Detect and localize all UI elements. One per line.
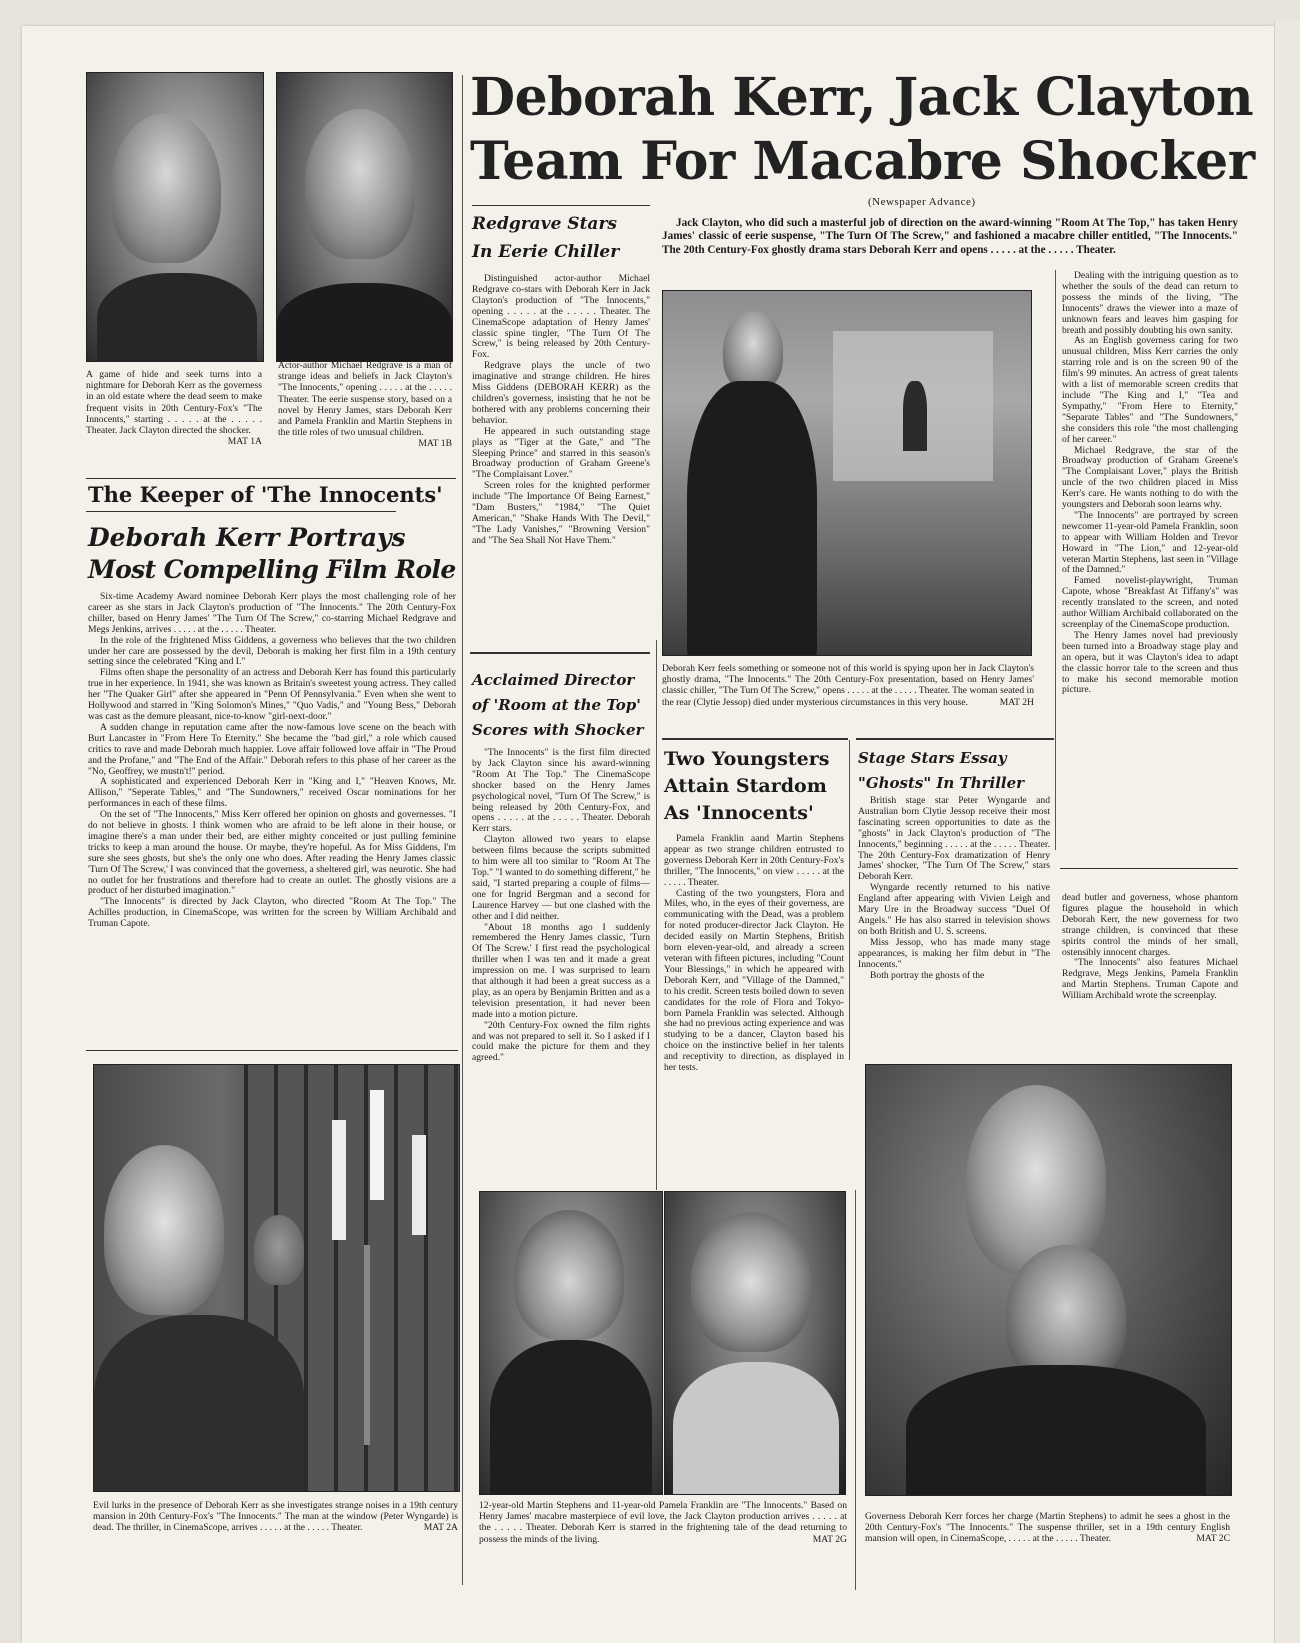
photo-michael-redgrave-portrait: [276, 72, 453, 362]
paragraph: Screen roles for the knighted performer include "The Importance Of Being Earnest," "Dam Busters," "1984," "The Quiet American," "Shake Hands With The Devil," "The Lady Vanishes," "Browning Version" and "The Sea Shall Not Have Them.": [472, 480, 650, 546]
photo-martin-stephens: [479, 1191, 663, 1495]
paragraph: "20th Century-Fox owned the film rights and was not prepared to sell it. So I asked if I could make the picture for them and they agreed.": [472, 1019, 650, 1064]
headline-line: Acclaimed Director: [472, 671, 635, 689]
paragraph: Redgrave plays the uncle of two imaginative and strange children. He hires Miss Giddens (DEBORAH KERR) as the children's governess, insisting that he not be bothered with any problems concerning their behavior.: [472, 360, 650, 426]
mat-label: MAT 2C: [1196, 1533, 1230, 1545]
paragraph: Six-time Academy Award nominee Deborah Kerr plays the most challenging role of her career as she stars in Jack Clayton's production of "The Innocents." The 20th Century-Fox chiller, based on Henry James' "The Turn Of The Screw," co-starring Michael Redgrave and Megs Jenkins, arrives . . . . . at the . . . . . Theater.: [88, 591, 456, 635]
paragraph: Famed novelist-playwright, Truman Capote, whose "Breakfast At Tiffany's" was recently translated to the screen, and noted author William Archibald collaborated on the screenplay of the CinemaScope production.: [1062, 575, 1238, 630]
section-rule: [856, 738, 1054, 740]
kerr-article-body: [88, 592, 456, 930]
lead-article-continued: [1062, 271, 1238, 696]
paragraph: Miss Jessop, who has made many stage appearances, is making her film debut in "The Innocents.": [858, 936, 1050, 970]
headline-line: Two Youngsters: [664, 748, 830, 770]
paragraph: The Henry James novel had previously been turned into a Broadway stage play and an opera, but it was Clayton's idea to adapt the classic horror tale to the screen and thus to make his second memorable motion picture.: [1062, 629, 1238, 696]
paragraph: "The Innocents" also features Michael Redgrave, Megs Jenkins, Pamela Franklin and Martin Stephens. Truman Capote and William Archibald wrote the screenplay.: [1062, 957, 1238, 1002]
caption-mat-2h: Deborah Kerr feels something or someone not of this world is spying upon her in Jack Clayton's ghostly drama, "The Innocents." The 20th Century-Fox presentation, based on Henry James' classic chiller, "The Turn Of The Screw," opens . . . . . at the . . . . . Theater. The woman seated in the rear (Clytie Jessop) died under mysterious circumstances in this very house. MAT 2H: [662, 663, 1034, 708]
headline-line: Deborah Kerr Portrays: [88, 523, 406, 552]
paragraph: Distinguished actor-author Michael Redgrave co-stars with Deborah Kerr in Jack Clayton's production of "The Innocents," opening . . . . . at the . . . . . Theater. The CinemaScope adaptation of Henry James' classic spine tingler, "The Turn Of The Screw," is being released by 20th Century-Fox.: [472, 273, 650, 361]
section-rule: [470, 652, 650, 654]
stage-article-continued: [1062, 893, 1238, 1002]
photo-kerr-with-candelabra: [93, 1064, 460, 1492]
paragraph: British stage star Peter Wyngarde and Australian born Clytie Jessop receive their most fascinating screen opportunities to date as the "ghosts" in Jack Clayton's production of "The Innocents," beginning . . . . . at the . . . . . Theater. The 20th Century-Fox dramatization of Henry James' shocker, "The Turn Of The Screw," stars Deborah Kerr.: [858, 795, 1050, 883]
next-page-edge: [1274, 20, 1300, 1643]
section-rule: [472, 205, 650, 206]
kerr-article-headline: [88, 522, 468, 586]
lead-paragraph: Jack Clayton, who did such a masterful job of direction on the award-winning "Room At The Top," has taken Henry James' classic of eerie suspense, "The Turn Of The Screw," and fashioned a macabre chiller entitled, "The Innocents." The 20th Century-Fox ghostly drama stars Deborah Kerr and opens . . . . . at the . . . . . Theater.: [662, 217, 1238, 256]
stage-article-headline: [858, 746, 1054, 796]
paragraph: Wyngarde recently returned to his native England after appearing with Vivien Leigh and Mary Ure in the Broadway success "Duel Of Angels." He has also starred in television shows on both British and U. S. screens.: [858, 882, 1050, 937]
headline-line: "Ghosts" In Thriller: [858, 774, 1025, 792]
paragraph: A sophisticated and experienced Deborah Kerr in "King and I," "Heaven Knows, Mr. Allison," "Seperate Tables," and "The Sundowners," received Oscar nominations for her performances in each of these films.: [88, 776, 456, 810]
redgrave-article-headline: [472, 210, 652, 266]
paragraph: Casting of the two youngsters, Flora and Miles, who, in the eyes of their governess, are communicating with the Dead, was a problem for noted producer-director Jack Clayton. He decided easily on Martin Stephens, British born eleven-year-old, and already a screen veteran with fifteen pictures, including "Count Your Blessings," in which he appeared with Deborah Kerr, and "Village of the Damned," to his credit. Screen tests boiled down to seven candidates for the role of Flora and Tokyo-born Pamela Franklin was selected. Although she had no previous acting experience and was studying to be a dancer, Clayton based his choice on the instinctive belief in her talents and receptivity to direction, as displayed in her tests.: [664, 887, 844, 1074]
mat-label: MAT 2A: [423, 1522, 458, 1534]
youngsters-article-headline: [664, 746, 849, 827]
mat-label: MAT 1A: [227, 436, 262, 448]
column-rule: [849, 740, 850, 1060]
caption-mat-1a: A game of hide and seek turns into a nightmare for Deborah Kerr as the governess in an old estate where the dead seem to make frequent visits in 20th Century-Fox's "The Innocents," starting . . . . . at the . . . . . Theater. Jack Clayton directed the shocker. MAT 1A: [86, 369, 262, 448]
section-rule: [1060, 868, 1238, 869]
paragraph: Films often shape the personality of an actress and Deborah Kerr has found this particularly true in her experience. In 1941, she was known as Britain's sweetest young actress. They called her "The Quaker Girl" after she appeared in "Penn Of Pennsylvania." Even when she went to Hollywood and starred in "King Solomon's Mines," "Quo Vadis," and "Young Bess," Deborah was cast as the demure pleasant, nice-to-know "girl-next-door.": [88, 667, 456, 722]
column-rule: [1055, 270, 1056, 850]
paragraph: Michael Redgrave, the star of the Broadway production of Graham Greene's "The Complaisant Lover," plays the British uncle of the two children placed in Miss Kerr's care. He wants nothing to do with the youngsters and Deborah soon learns why.: [1062, 444, 1238, 511]
youngsters-article-body: [664, 834, 844, 1074]
main-headline: [470, 66, 1260, 194]
headline-line: of 'Room at the Top': [472, 696, 641, 714]
paragraph: Clayton allowed two years to elapse between films because the scripts submitted to him were all too similar to "Room At The Top." "I wanted to do something different," he said, "I started preparing a couple of films—one for Ingrid Bergman and a second for Laurence Harvey — but one clashed with the other and I did neither.: [472, 834, 650, 922]
caption-mat-2c: Governess Deborah Kerr forces her charge (Martin Stephens) to admit he sees a ghost in the 20th Century-Fox's "The Innocents." The suspense thriller, set in a 19th century English mansion will open, in CinemaScope, . . . . . at the . . . . . Theater. MAT 2C: [865, 1511, 1230, 1545]
director-article-headline: [472, 668, 657, 743]
caption-mat-2g: 12-year-old Martin Stephens and 11-year-old Pamela Franklin are "The Innocents." Based on Henry James' macabre masterpiece of evil love, the Jack Clayton production arrives . . . . . at the . . . . . Theater. Deborah Kerr is starred in the frightening tale of the dead returning to possess the minds of the living. MAT 2G: [479, 1500, 847, 1545]
headline-line: As 'Innocents': [664, 802, 814, 824]
paragraph: dead butler and governess, whose phantom figures plague the household in which Deborah Kerr, the new governess for two strange children, is convinced that these spirits control the minds of her small, ostensibly innocent charges.: [1062, 892, 1238, 958]
headline-line: Team For Macabre Shocker: [470, 131, 1255, 192]
headline-line: Attain Stardom: [664, 775, 827, 797]
paragraph: He appeared in such outstanding stage plays as "Tiger at the Gate," and "The Sleeping Prince" and starred in this season's Broadway production of Graham Greene's "The Complaisant Lover.": [472, 425, 650, 481]
paragraph: On the set of "The Innocents," Miss Kerr offered her opinion on ghosts and governesses. "I do not believe in ghosts. I think women who are afraid to be left alone in their house, or imagine there's a man under their bed, are either mighty conceited or just pulling feminine tricks to keep a man around the house. Or maybe, they're hopeful. As for Miss Giddens, I'm sure she sees ghosts, but she's the only one who does. After reading the Henry James classic 'Turn Of The Screw,' I was convinced that the governess, a sheltered girl, was neurotic. She had no outlet for her frustrations and therefore had to create an outlet. The ghostly visions are a product of her disturbed imagination.": [88, 809, 456, 897]
headline-line: Redgrave Stars: [472, 214, 617, 234]
photo-deborah-kerr-portrait: [86, 72, 264, 362]
keeper-heading: The Keeper of 'The Innocents': [88, 482, 443, 507]
director-article-body: [472, 748, 650, 1064]
photo-kerr-in-mansion-room: [662, 290, 1032, 656]
photo-kerr-with-martin-stephens: [865, 1064, 1232, 1496]
paragraph: "About 18 months ago I suddenly remembered the Henry James classic, 'Turn Of The Screw.' I first read the psychological thriller when I was ten and it made a great impression on me. I was surprised to learn that although it had been a great success as a play, as an opera by Benjamin Britten and as a television presentation, it had never been made into a motion picture.: [472, 921, 650, 1020]
mat-label: MAT 2G: [812, 1533, 847, 1545]
paragraph: Dealing with the intriguing question as to whether the souls of the dead can return to possess the minds of the living, "The Innocents" draws the viewer into a maze of unknown fears and leaves him gasping for breath and possibly doubting his own sanity.: [1062, 270, 1238, 336]
paragraph: Both portray the ghosts of the: [870, 969, 985, 981]
column-rule: [855, 1190, 856, 1590]
paragraph: As an English governess caring for two unusual children, Miss Kerr carries the only starring role and is on the screen 90 of the film's 99 minutes. An actress of great talents with a list of memorable screen credits that include "The King and I," "Tea and Sympathy," "From Here to Eternity," "Separate Tables" and "The Sundowners," she considers this role "the most challenging of her career.": [1062, 335, 1238, 445]
headline-line: In Eerie Chiller: [472, 242, 620, 262]
section-rule: [86, 1050, 458, 1051]
section-rule: [86, 478, 456, 479]
paragraph: "The Innocents" is directed by Jack Clayton, who directed "Room At The Top." The Achilles production, in CinemaScope, was written for the screen by William Archibald and Truman Capote.: [88, 896, 456, 930]
caption-mat-1b: Actor-author Michael Redgrave is a man of strange ideas and beliefs in Jack Clayton's "The Innocents," opening . . . . . at the . . . . . Theater. The eerie suspense story, based on a novel by Henry James, stars Deborah Kerr and Pamela Franklin and Martin Stephens in the title roles of two unusual children. MAT 1B: [278, 360, 452, 450]
column-rule: [462, 75, 463, 1585]
paragraph: In the role of the frightened Miss Giddens, a governess who believes that the two children under her care are possessed by the devil, Deborah is making her first film in a 19th century setting since the celebrated "King and I.": [88, 634, 456, 668]
headline-line: Deborah Kerr, Jack Clayton: [470, 67, 1254, 128]
redgrave-article-body: [472, 274, 650, 547]
newspaper-advance-label: (Newspaper Advance): [868, 196, 976, 208]
stage-article-body: [858, 796, 1050, 981]
paragraph: "The Innocents" are portrayed by screen newcomer 11-year-old Pamela Franklin, soon to appear with William Holden and Trevor Howard in "The Lion," and 12-year-old veteran Martin Stephens, last seen in "Village of the Damned.": [1062, 509, 1238, 576]
mat-label: MAT 2H: [999, 696, 1034, 708]
paragraph: "The Innocents" is the first film directed by Jack Clayton since his award-winning "Room At The Top." The CinemaScope shocker based on the Henry James psychological novel, "Turn Of The Screw," is being released by 20th Century-Fox, and opens . . . . . at the . . . . . Theater. Deborah Kerr stars.: [472, 747, 650, 835]
section-rule: [86, 511, 396, 512]
headline-line: Scores with Shocker: [472, 721, 644, 739]
section-rule: [662, 738, 848, 740]
paragraph: Pamela Franklin aand Martin Stephens appear as two strange children entrusted to governess Deborah Kerr in 20th Century-Fox's thriller, "The Innocents," on view . . . . . at the . . . . . Theater.: [664, 833, 844, 888]
caption-mat-2a: Evil lurks in the presence of Deborah Kerr as she investigates strange noises in a 19th century mansion in 20th Century-Fox's "The Innocents." The man at the window (Peter Wyngarde) is dead. The thriller, in CinemaScope, arrives . . . . . at the . . . . . Theater. MAT 2A: [93, 1500, 458, 1534]
mat-label: MAT 1B: [418, 438, 452, 450]
headline-line: Stage Stars Essay: [858, 749, 1007, 767]
photo-pamela-franklin: [664, 1191, 846, 1495]
headline-line: Most Compelling Film Role: [88, 555, 456, 584]
paragraph: A sudden change in reputation came after the now-famous love scene on the beach with Burt Lancaster in "From Here To Eternity." She became the "bad girl," a role which caused critics to rave and made Deborah much happier. Love affair followed love affair in "The Proud and the Profane," and "The End of the Affair." Deborah refers to this phase of her career as the "No, Geoffrey, we mustn't!" period.: [88, 721, 456, 777]
